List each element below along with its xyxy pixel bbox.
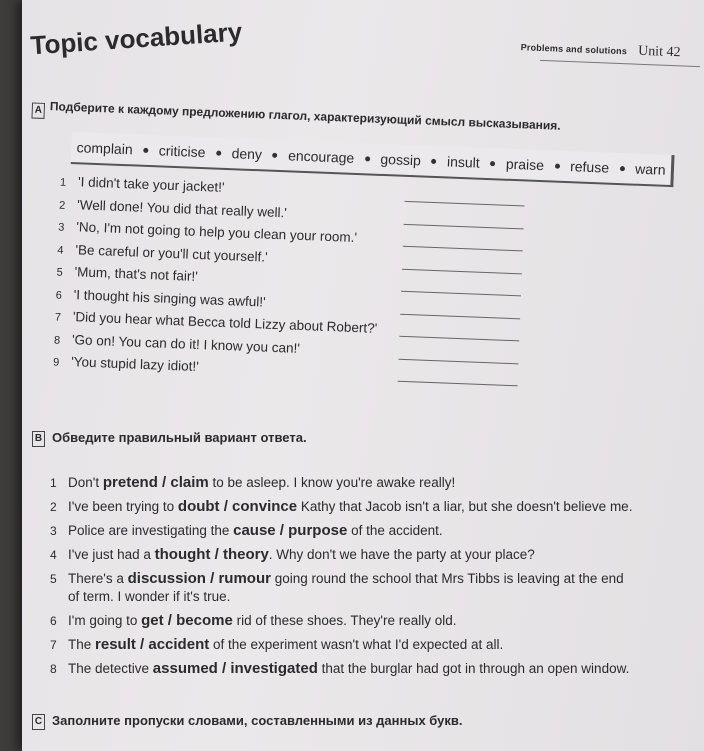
answer-options[interactable]: result / accident xyxy=(95,636,210,653)
answer-blank[interactable] xyxy=(398,358,518,364)
section-c-instruction: Заполните пропуски словами, составленными из данных букв. xyxy=(52,713,463,728)
question-row xyxy=(50,474,455,492)
section-a-letter: A xyxy=(31,102,45,118)
question-text: that the burglar had got in through an open window. xyxy=(317,661,630,676)
bullet-dot xyxy=(554,163,559,168)
word-option: gossip xyxy=(380,150,422,169)
sentence-text: 'No, I'm not going to help you clean your room.' xyxy=(76,219,358,246)
section-b-area xyxy=(22,420,704,751)
question-number: 1 xyxy=(50,476,57,490)
page-title: Topic vocabulary xyxy=(29,16,244,61)
sentence-text: 'I didn't take your jacket!' xyxy=(77,174,225,195)
bullet-dot xyxy=(490,161,495,166)
sentence-number: 6 xyxy=(55,289,63,302)
sentence-row xyxy=(55,309,378,336)
question-text: . Why don't we have the party at your place? xyxy=(268,547,535,562)
answer-options[interactable]: assumed / investigated xyxy=(152,660,318,677)
sentence-number: 4 xyxy=(57,244,64,257)
word-option: refuse xyxy=(569,158,610,176)
sentence-row xyxy=(54,331,300,355)
page-header xyxy=(520,39,680,61)
sentence-number: 2 xyxy=(58,199,66,212)
sentence-text: 'Go on! You can do it! I know you can!' xyxy=(71,331,301,356)
header-unit: Unit 42 xyxy=(637,43,681,61)
sentence-row xyxy=(57,241,268,264)
header-subtitle: Problems and solutions xyxy=(520,42,628,57)
question-number: 3 xyxy=(50,524,57,538)
question-number: 8 xyxy=(50,662,57,676)
word-option: encourage xyxy=(287,147,355,166)
question-number: 5 xyxy=(50,572,57,586)
sentence-row xyxy=(56,264,198,284)
question-text: of the accident. xyxy=(347,523,443,538)
sentence-row xyxy=(58,219,357,245)
sentence-number: 8 xyxy=(53,333,61,347)
bullet-dot xyxy=(365,156,370,161)
question-text: Don't xyxy=(68,475,103,490)
question-row xyxy=(50,570,624,606)
question-text: Police are investigating the xyxy=(68,523,234,538)
section-a-area xyxy=(6,0,704,446)
sentence-text: 'Well done! You did that really well.' xyxy=(76,196,288,220)
sentence-row xyxy=(59,196,287,220)
question-row xyxy=(50,636,503,654)
question-text: going round the school that Mrs Tibbs is leaving at the end xyxy=(270,571,624,586)
question-text: I've been trying to xyxy=(68,499,178,514)
question-text: The xyxy=(68,637,96,652)
bullet-dot xyxy=(143,147,148,152)
question-text: The detective xyxy=(68,661,153,676)
bullet-dot xyxy=(431,158,436,163)
question-continuation: of term. I wonder if it's true. xyxy=(68,589,231,604)
sentence-row xyxy=(53,353,199,374)
sentence-row xyxy=(60,174,225,195)
section-c-letter: C xyxy=(32,714,45,730)
sentence-row xyxy=(55,286,265,309)
question-number: 4 xyxy=(50,548,57,562)
question-text: There's a xyxy=(68,571,128,586)
question-number: 7 xyxy=(50,638,57,652)
answer-options[interactable]: cause / purpose xyxy=(233,522,348,539)
answer-options[interactable]: discussion / rumour xyxy=(127,570,271,587)
answer-blank[interactable] xyxy=(405,201,525,207)
answer-options[interactable]: get / become xyxy=(141,612,233,629)
answer-options[interactable]: doubt / convince xyxy=(177,498,298,515)
question-text: rid of these shoes. They're really old. xyxy=(232,613,457,628)
sentence-text: 'Be careful or you'll cut yourself.' xyxy=(75,241,268,265)
question-text: I'm going to xyxy=(68,613,142,628)
section-a-instruction: Подберите к каждому предложению глагол, характеризующий смысл высказывания. xyxy=(49,99,561,133)
sentence-text: 'I thought his singing was awful!' xyxy=(73,286,266,310)
section-b-instruction: Обведите правильный вариант ответа. xyxy=(52,430,307,445)
question-number: 6 xyxy=(50,614,57,628)
answer-blank[interactable] xyxy=(404,223,524,229)
sentence-number: 3 xyxy=(58,221,65,234)
question-row xyxy=(50,498,632,516)
question-row xyxy=(50,546,535,564)
answer-blank[interactable] xyxy=(399,336,519,342)
question-number: 2 xyxy=(50,500,57,514)
section-b-letter: B xyxy=(32,431,45,447)
answer-blank[interactable] xyxy=(402,268,522,274)
word-option: insult xyxy=(446,153,481,171)
bullet-dot xyxy=(620,166,625,171)
question-text: I've just had a xyxy=(68,547,155,562)
question-text: of the experiment wasn't what I'd expected at all. xyxy=(209,637,504,652)
answer-blank[interactable] xyxy=(398,381,518,387)
sentence-text: 'Did you hear what Becca told Lizzy about Robert?' xyxy=(72,309,378,336)
word-option: deny xyxy=(231,145,263,163)
answer-options[interactable]: thought / theory xyxy=(154,546,269,563)
question-row xyxy=(50,612,457,630)
word-option: praise xyxy=(505,155,545,174)
sentence-number: 9 xyxy=(52,356,60,369)
word-option: complain xyxy=(76,139,133,158)
bullet-dot xyxy=(216,150,221,155)
answer-blank[interactable] xyxy=(403,246,523,252)
question-row xyxy=(50,522,443,540)
sentence-number: 7 xyxy=(54,311,62,324)
answer-blank[interactable] xyxy=(400,313,520,319)
sentence-text: 'Mum, that's not fair!' xyxy=(74,264,199,284)
question-text: Kathy that Jacob isn't a liar, but she doesn't believe me. xyxy=(297,499,633,514)
sentence-number: 1 xyxy=(59,176,67,189)
sentence-text: 'You stupid lazy idiot!' xyxy=(70,354,200,375)
word-option: warn xyxy=(634,160,666,178)
textbook-page xyxy=(22,0,704,751)
sentence-number: 5 xyxy=(56,266,63,279)
answer-blank[interactable] xyxy=(401,291,521,297)
word-option: criticise xyxy=(158,142,206,161)
answer-options[interactable]: pretend / claim xyxy=(102,474,209,491)
bullet-dot xyxy=(272,152,277,157)
question-row xyxy=(50,660,629,678)
question-text: to be asleep. I know you're awake really! xyxy=(208,475,456,490)
